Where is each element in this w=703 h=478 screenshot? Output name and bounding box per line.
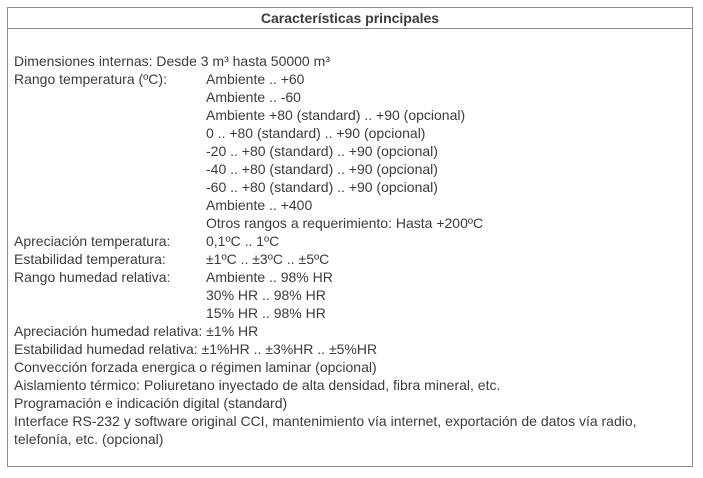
rango-humedad-value: 30% HR .. 98% HR <box>206 287 326 303</box>
panel-body <box>14 52 684 448</box>
apreciacion-temperatura-value: 0,1ºC .. 1ºC <box>206 233 280 249</box>
characteristics-panel <box>7 7 693 467</box>
rango-humedad-value: Ambiente .. 98% HR <box>206 269 333 285</box>
apreciacion-temperatura-values <box>206 232 684 250</box>
rango-temperatura-value: -60 .. +80 (standard) .. +90 (opcional) <box>206 179 438 195</box>
panel-title: Características principales <box>8 8 692 29</box>
aislamiento-line: Aislamiento térmico: Poliuretano inyectado de alta densidad, fibra mineral, etc. <box>14 377 501 393</box>
rango-temperatura-value: Otros rangos a requerimiento: Hasta +200ºC <box>206 215 484 231</box>
rango-temperatura-row <box>14 70 684 232</box>
rango-temperatura-value: -20 .. +80 (standard) .. +90 (opcional) <box>206 143 438 159</box>
estabilidad-temperatura-row <box>14 250 684 268</box>
rango-temperatura-value: Ambiente +80 (standard) .. +90 (opcional) <box>206 107 466 123</box>
rango-humedad-row <box>14 268 684 322</box>
rango-temperatura-value: Ambiente .. +60 <box>206 71 305 87</box>
rango-humedad-values <box>206 268 684 322</box>
rango-temperatura-value: Ambiente .. +400 <box>206 197 313 213</box>
rango-humedad-label: Rango humedad relativa: <box>14 269 171 285</box>
interface-line: Interface RS-232 y software original CCI, mantenimiento vía internet, exportación de datos vía radio, telefonía, etc. (opcional) <box>14 413 637 447</box>
apreciacion-temperatura-label: Apreciación temperatura: <box>14 233 171 249</box>
rango-temperatura-label: Rango temperatura (ºC): <box>14 71 167 87</box>
rango-temperatura-value: -40 .. +80 (standard) .. +90 (opcional) <box>206 161 438 177</box>
estabilidad-temperatura-values <box>206 250 684 268</box>
dimensiones-line: Dimensiones internas: Desde 3 m³ hasta 50000 m³ <box>14 53 330 69</box>
estabilidad-temperatura-value: ±1ºC .. ±3ºC .. ±5ºC <box>206 251 330 267</box>
rango-temperatura-value: 0 .. +80 (standard) .. +90 (opcional) <box>206 125 426 141</box>
conveccion-line: Convección forzada energica o régimen laminar (opcional) <box>14 359 377 375</box>
apreciacion-temperatura-row <box>14 232 684 250</box>
estabilidad-temperatura-label: Estabilidad temperatura: <box>14 251 166 267</box>
rango-temperatura-value: Ambiente .. -60 <box>206 89 301 105</box>
apreciacion-humedad-line: Apreciación humedad relativa: ±1% HR <box>14 323 259 339</box>
rango-humedad-value: 15% HR .. 98% HR <box>206 305 326 321</box>
estabilidad-humedad-line: Estabilidad humedad relativa: ±1%HR .. ±3%HR .. ±5%HR <box>14 341 378 357</box>
rango-temperatura-values <box>206 70 684 232</box>
programacion-line: Programación e indicación digital (standard) <box>14 395 288 411</box>
